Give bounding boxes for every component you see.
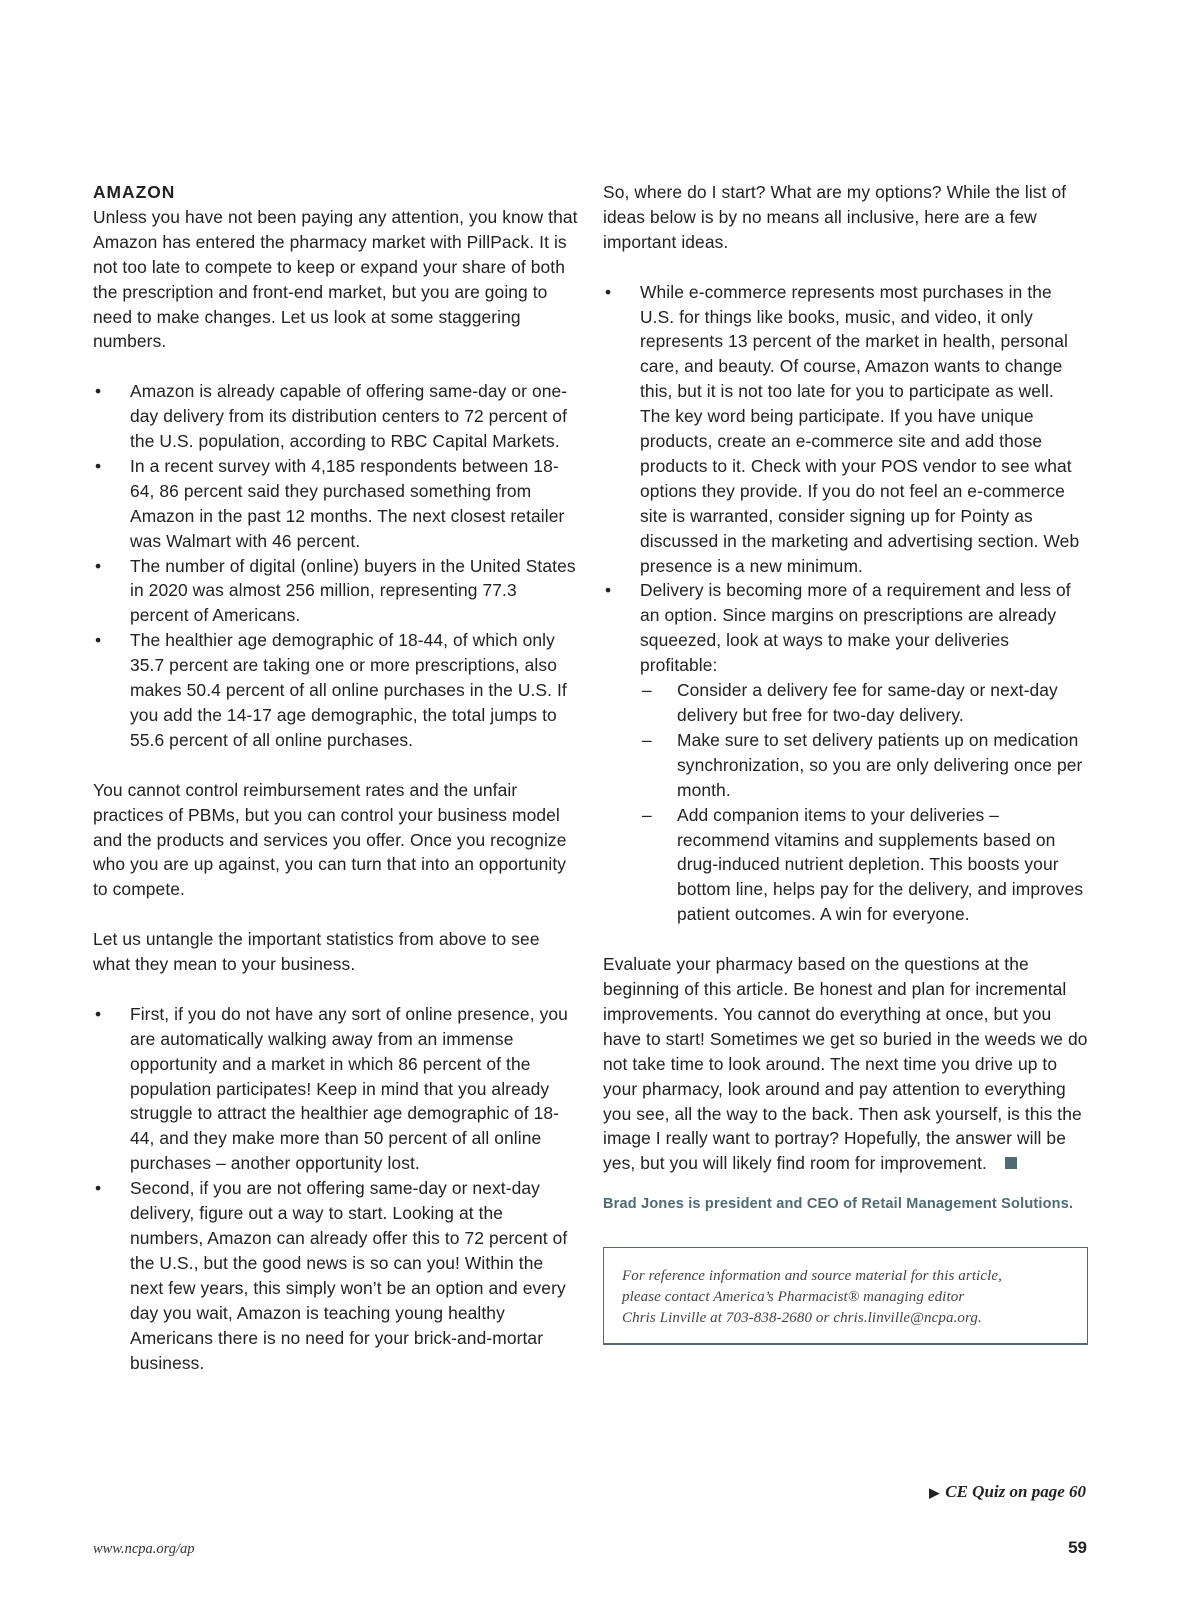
- list-item: • While e-commerce represents most purchases in the U.S. for things like books, music, and video, it only represents 13 percent of the market in health, personal care, and beauty. Of course, Amazon wants to change this, but it is not too late for you to participate as well. The key word being participate. If you have unique products, create an e-commerce site and add those products to it. Check with your POS vendor to see what options they provide. If you do not feel an e-commerce site is warranted, consider signing up for Pointy as discussed in the marketing and advertising section. Web presence is a new minimum.: [605, 281, 1080, 576]
- right-column: [603, 180, 1088, 1345]
- body-paragraph: You cannot control reimbursement rates and the unfair practices of PBMs, but you can control your business model and the products and services you offer. Once you recognize who you are up against, you can turn that into an opportunity to compete.: [93, 779, 567, 900]
- sublist-item: – Consider a delivery fee for same-day or next-day delivery but free for two-day delivery.: [642, 680, 1058, 726]
- intro-paragraph: So, where do I start? What are my options? While the list of ideas below is by no means all inclusive, here are a few important ideas.: [603, 182, 1067, 252]
- bullet-icon: •: [95, 555, 102, 576]
- author-bio: Brad Jones is president and CEO of Retail Management Solutions.: [603, 1196, 1074, 1213]
- bullet-icon: •: [605, 580, 612, 601]
- ce-quiz-label: CE Quiz on page 60: [945, 1482, 1086, 1501]
- section-heading: AMAZON: [93, 182, 176, 202]
- ideas-list: [603, 280, 1088, 928]
- bullet-icon: •: [95, 1003, 102, 1024]
- reference-line: please contact America’s Pharmacist® managing editor: [622, 1288, 965, 1305]
- footer-url[interactable]: www.ncpa.org/ap: [93, 1541, 195, 1557]
- closing-paragraph: Evaluate your pharmacy based on the questions at the beginning of this article. Be honest and plan for incremental improvements. You cannot do everything at once, but you have to start! Sometimes we get so buried in the weeds we do not take time to look around. The next time you drive up to your pharmacy, look around and pay attention to everything you see, all the way to the back. Then ask yourself, is this the image I really want to portray? Hopefully, the answer will be yes, but you will likely find room for improvement.: [603, 954, 1088, 1174]
- bullet-icon: •: [95, 1178, 102, 1199]
- body-paragraph: Let us untangle the important statistics from above to see what they mean to your business.: [93, 929, 540, 975]
- dash-icon: –: [642, 680, 652, 701]
- left-column: [93, 180, 578, 1400]
- dash-icon: –: [642, 729, 652, 750]
- list-item: • Amazon is already capable of offering same-day or one-day delivery from its distribution centers to 72 percent of the U.S. population, according to RBC Capital Markets.: [95, 381, 568, 452]
- end-mark-icon: [1005, 1157, 1017, 1169]
- list-item: • Second, if you are not offering same-day or next-day delivery, figure out a way to start. Looking at the numbers, Amazon can already offer this to 72 percent of the U.S., but the good news is so can you! Within the next few years, this simply won’t be an option and every day you wait, Amazon is teaching young healthy Americans there is no need for your brick-and-mortar business.: [95, 1178, 568, 1373]
- list-item: • First, if you do not have any sort of online presence, you are automatically walking away from an immense opportunity and a market in which 86 percent of the population participates! Keep in mind that you already struggle to attract the healthier age demographic of 18-44, and they make more than 50 percent of all online purchases – another opportunity lost.: [95, 1003, 568, 1174]
- ce-quiz-link[interactable]: [929, 1482, 1086, 1502]
- reference-line: Chris Linville at 703-838-2680 or chris.linville@ncpa.org.: [622, 1309, 982, 1326]
- intro-paragraph: Unless you have not been paying any attention, you know that Amazon has entered the pharmacy market with PillPack. It is not too late to compete to keep or expand your share of both the prescription and front-end market, but you are going to need to make changes. Let us look at some staggering numbers.: [93, 206, 578, 352]
- dash-icon: –: [642, 804, 652, 825]
- bullet-icon: •: [605, 281, 612, 302]
- list-item: • In a recent survey with 4,185 respondents between 18-64, 86 percent said they purchased something from Amazon in the past 12 months. The next closest retailer was Walmart with 46 percent.: [95, 455, 565, 551]
- bullet-icon: •: [95, 630, 102, 651]
- list-item: • The healthier age demographic of 18-44, of which only 35.7 percent are taking one or more prescriptions, also makes 50.4 percent of all online purchases in the U.S. If you add the 14-17 age demographic, the total jumps to 55.6 percent of all online purchases.: [95, 630, 567, 750]
- sublist-item: – Add companion items to your deliveries – recommend vitamins and supplements based on drug-induced nutrient depletion. This boosts your bottom line, helps pay for the delivery, and improves patient outcomes. A win for everyone.: [642, 804, 1084, 925]
- list-item: • Delivery is becoming more of a requirement and less of an option. Since margins on prescriptions are already squeezed, look at ways to make your deliveries profitable: – Consider a delivery fee for same-day or next-day delivery but free for two-day delivery. – Make sure to set delivery patients up on medication synchronization, so you are only delivering once per month. – Add companion items to your deliveries – recommend vitamins and supplements based on drug-induced nutrient depletion. This boosts your bottom line, helps pay for the delivery, and improves patient outcomes. A win for everyone.: [603, 578, 1088, 927]
- page-number: 59: [1068, 1538, 1087, 1557]
- bullet-icon: •: [95, 381, 102, 402]
- list-item: • The number of digital (online) buyers in the United States in 2020 was almost 256 million, representing 77.3 percent of Americans.: [95, 555, 576, 626]
- delivery-sublist: [640, 678, 1088, 927]
- statistics-list: [93, 379, 578, 753]
- reference-box: [603, 1247, 1088, 1344]
- analysis-list: [93, 1002, 578, 1376]
- sublist-item: – Make sure to set delivery patients up on medication synchronization, so you are only delivering once per month.: [642, 729, 1083, 800]
- bullet-icon: •: [95, 455, 102, 476]
- reference-line: For reference information and source material for this article,: [622, 1268, 1003, 1285]
- play-arrow-icon: ▶: [929, 1485, 940, 1500]
